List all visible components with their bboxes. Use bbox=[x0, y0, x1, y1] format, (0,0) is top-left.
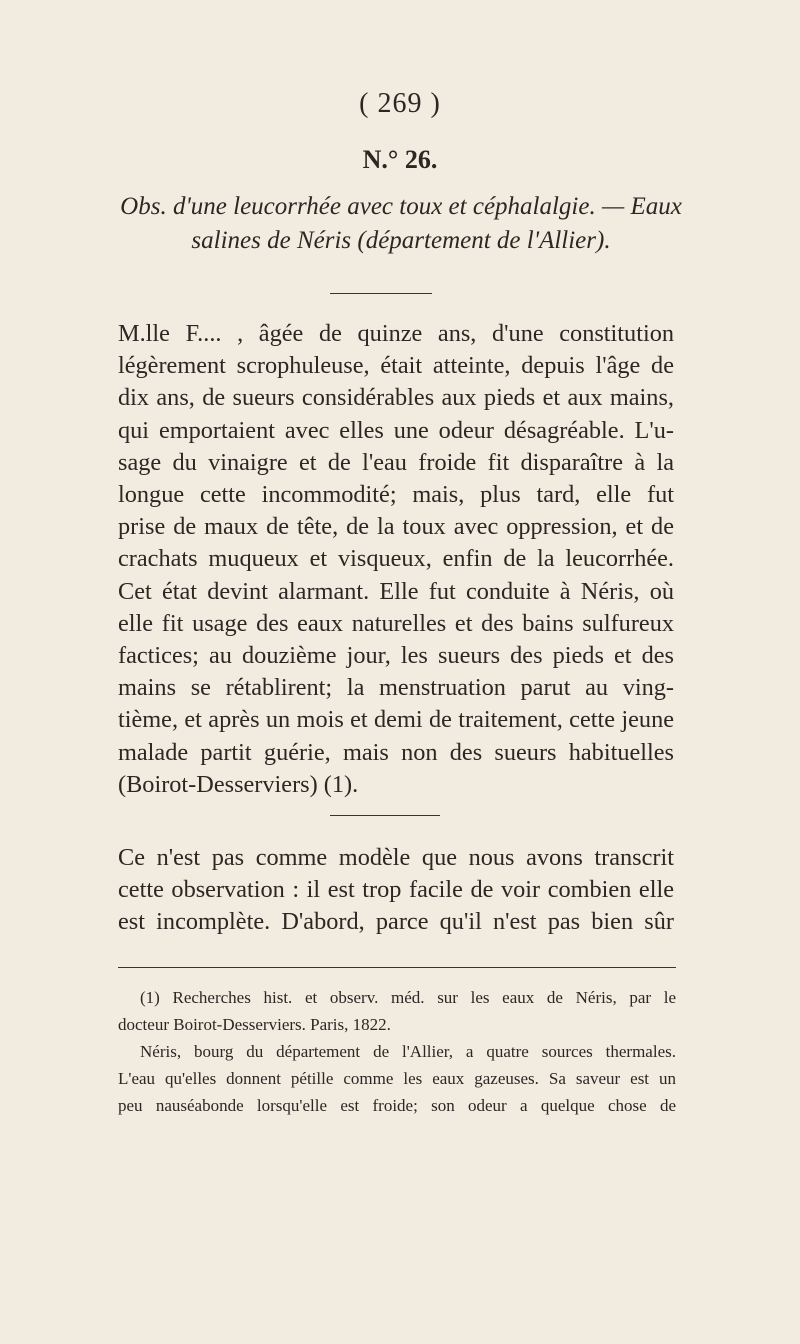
text-line: malade partit guérie, mais non des sueurs habituelles bbox=[118, 738, 674, 766]
text-line: dix ans, de sueurs considérables aux pieds et aux mains, bbox=[118, 384, 674, 412]
footnote-divider bbox=[118, 967, 676, 968]
footnote-line: L'eau qu'elles donnent pétille comme les eaux gazeuses. Sa saveur est un bbox=[118, 1069, 676, 1088]
text-line: (Boirot-Desserviers) (1). bbox=[118, 770, 359, 798]
text-line: cette observation : il est trop facile de voir combien elle bbox=[118, 876, 674, 904]
observation-number: N.° 26. bbox=[362, 145, 438, 174]
text-line: M.lle F.... , âgée de quinze ans, d'une constitution bbox=[118, 320, 674, 347]
title-line-2: salines de Néris (département de l'Allier). bbox=[191, 227, 611, 254]
paragraph-commentary bbox=[118, 842, 674, 939]
text-line: crachats muqueux et visqueux, enfin de la leucorrhée. bbox=[118, 545, 674, 573]
footnote-line: docteur Boirot-Desserviers. Paris, 1822. bbox=[118, 1015, 391, 1034]
title-line-1: Obs. d'une leucorrhée avec toux et céphalalgie. — Eaux bbox=[120, 193, 682, 220]
text-line: elle fit usage des eaux naturelles et des bains sulfureux bbox=[118, 609, 674, 637]
text-line: Ce n'est pas comme modèle que nous avons transcrit bbox=[118, 844, 674, 871]
text-line: factices; au douzième jour, les sueurs des pieds et des bbox=[118, 642, 674, 670]
paragraph-observation bbox=[118, 318, 674, 801]
text-line: prise de maux de tête, de la toux avec oppression, et de bbox=[118, 513, 674, 541]
footnote-line: Néris, bourg du département de l'Allier, a quatre sources thermales. bbox=[140, 1042, 676, 1061]
section-divider bbox=[330, 815, 440, 816]
footnote-line: (1) Recherches hist. et observ. méd. sur les eaux de Néris, par le bbox=[140, 988, 676, 1007]
footnote-line: peu nauséabonde lorsqu'elle est froide; son odeur a quelque chose de bbox=[118, 1096, 676, 1115]
text-line: tième, et après un mois et demi de traitement, cette jeune bbox=[118, 706, 674, 734]
text-line: sage du vinaigre et de l'eau froide fit disparaître à la bbox=[118, 448, 674, 476]
observation-title bbox=[118, 190, 684, 258]
page-number: ( 269 ) bbox=[359, 88, 441, 119]
title-divider bbox=[330, 293, 432, 294]
text-line: légèrement scrophuleuse, était atteinte, depuis l'âge de bbox=[118, 352, 674, 380]
text-line: Cet état devint alarmant. Elle fut conduite à Néris, où bbox=[118, 577, 674, 605]
text-line: mains se rétablirent; la menstruation parut au ving- bbox=[118, 674, 674, 702]
text-line: qui emportaient avec elles une odeur désagréable. L'u- bbox=[118, 416, 674, 444]
footnotes bbox=[118, 984, 676, 1119]
text-line: est incomplète. D'abord, parce qu'il n'est pas bien sûr bbox=[118, 908, 674, 936]
text-line: longue cette incommodité; mais, plus tard, elle fut bbox=[118, 481, 674, 509]
